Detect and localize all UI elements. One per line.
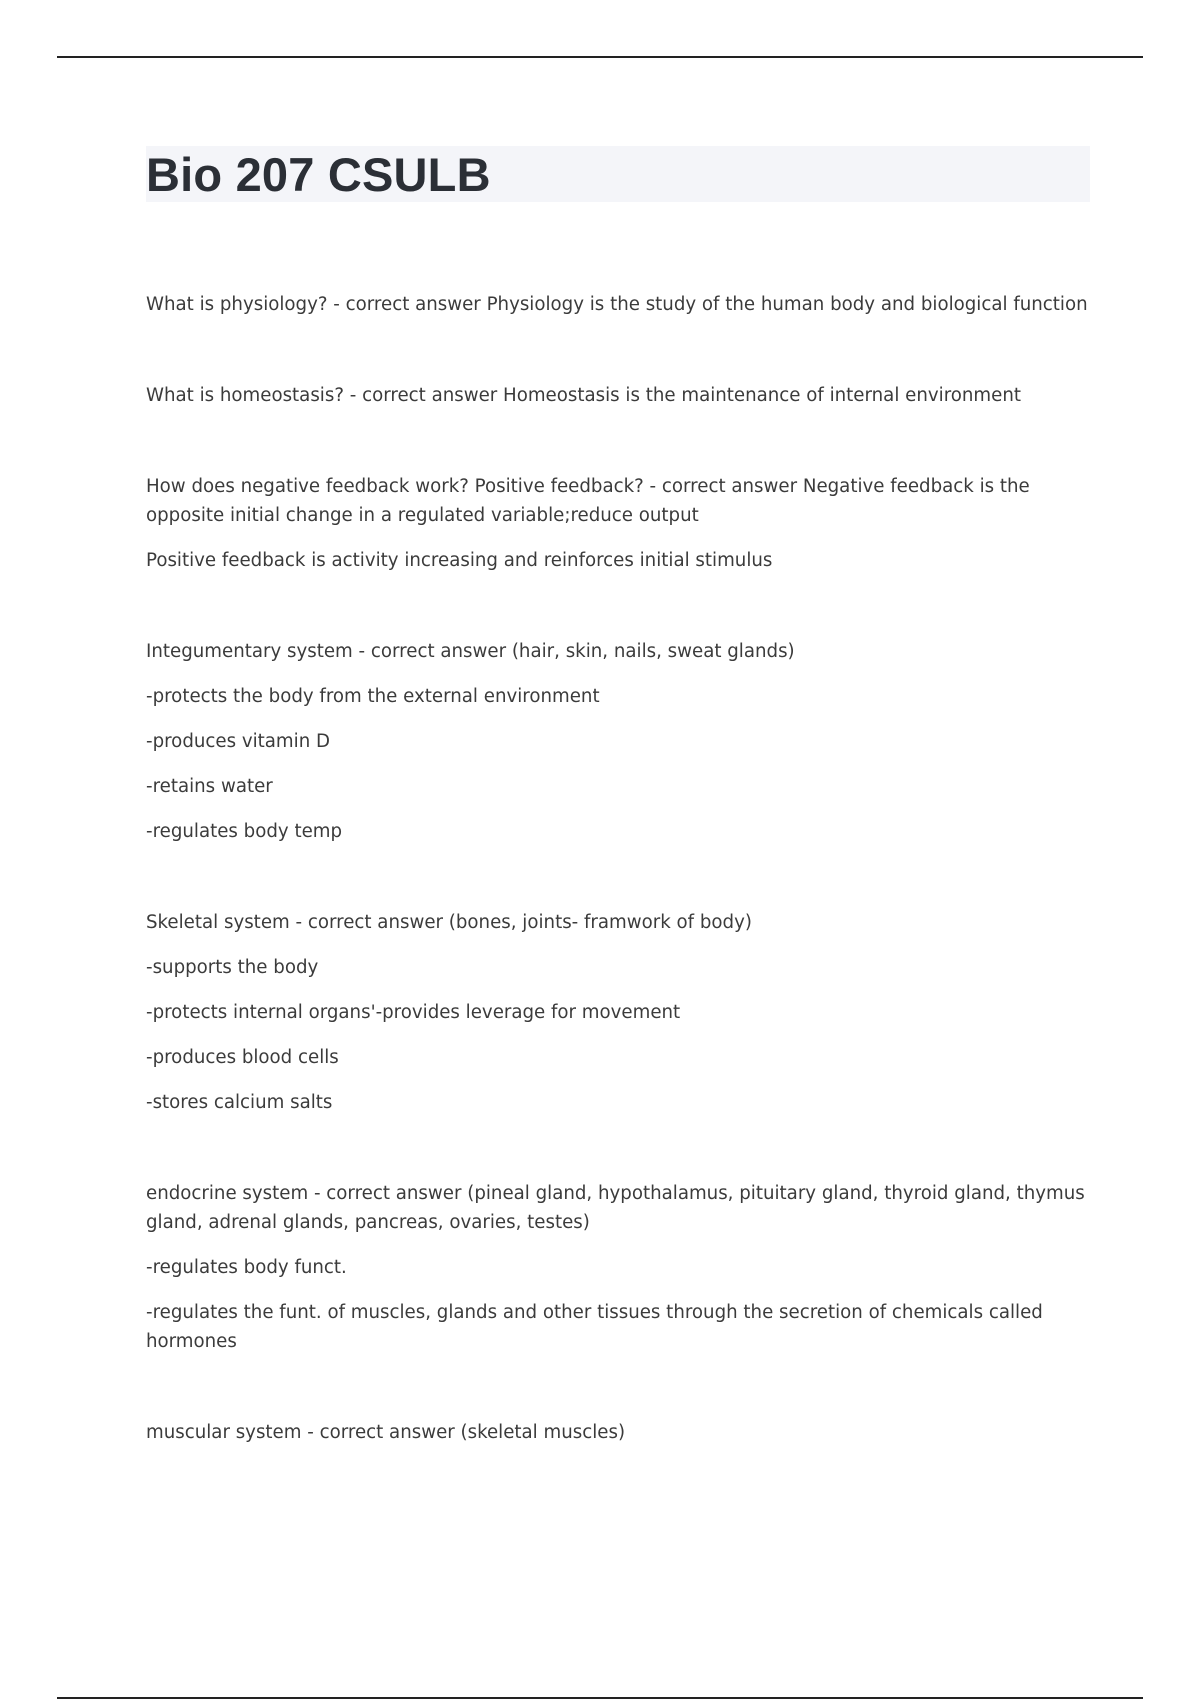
flashcard-entry-endocrine <box>146 1179 1090 1356</box>
entry-text: Skeletal system - correct answer (bones, joints- framwork of body) <box>146 912 752 933</box>
entry-bullet: -regulates body funct. <box>146 1257 347 1278</box>
entry-bullet: -protects internal organs'-provides leverage for movement <box>146 1002 681 1023</box>
entry-bullet: -stores calcium salts <box>146 1092 333 1113</box>
flashcard-entry-homeostasis <box>146 381 1090 410</box>
entry-bullet: -retains water <box>146 776 273 797</box>
entry-text: Integumentary system - correct answer (hair, skin, nails, sweat glands) <box>146 641 795 662</box>
top-divider <box>57 56 1143 58</box>
document-title: Bio 207 CSULB <box>146 147 491 201</box>
entry-bullet: -regulates body temp <box>146 821 343 842</box>
flashcard-entry-physiology <box>146 290 1090 319</box>
flashcard-entry-integumentary <box>146 637 1090 846</box>
entry-bullet: -produces vitamin D <box>146 731 331 752</box>
flashcard-list <box>146 290 1090 1509</box>
entry-bullet: -produces blood cells <box>146 1047 339 1068</box>
entry-bullet: -protects the body from the external environment <box>146 686 600 707</box>
entry-bullet: -regulates the funt. of muscles, glands and other tissues through the secretion of chemicals called hormones <box>146 1302 1043 1352</box>
flashcard-entry-skeletal <box>146 908 1090 1117</box>
bottom-divider <box>57 1697 1143 1699</box>
entry-text: endocrine system - correct answer (pineal gland, hypothalamus, pituitary gland, thyroid gland, thymus gland, adrenal glands, pancreas, ovaries, testes) <box>146 1183 1085 1233</box>
flashcard-entry-feedback <box>146 472 1090 575</box>
entry-text: What is physiology? - correct answer Physiology is the study of the human body and biological function <box>146 294 1088 315</box>
entry-text: Positive feedback is activity increasing and reinforces initial stimulus <box>146 550 773 571</box>
entry-bullet: -supports the body <box>146 957 319 978</box>
entry-text: muscular system - correct answer (skeletal muscles) <box>146 1422 626 1443</box>
title-banner <box>146 146 1090 202</box>
flashcard-entry-muscular <box>146 1418 1090 1447</box>
entry-text: What is homeostasis? - correct answer Homeostasis is the maintenance of internal environment <box>146 385 1021 406</box>
entry-text: How does negative feedback work? Positive feedback? - correct answer Negative feedback is the opposite initial change in a regulated variable;reduce output <box>146 476 1030 526</box>
